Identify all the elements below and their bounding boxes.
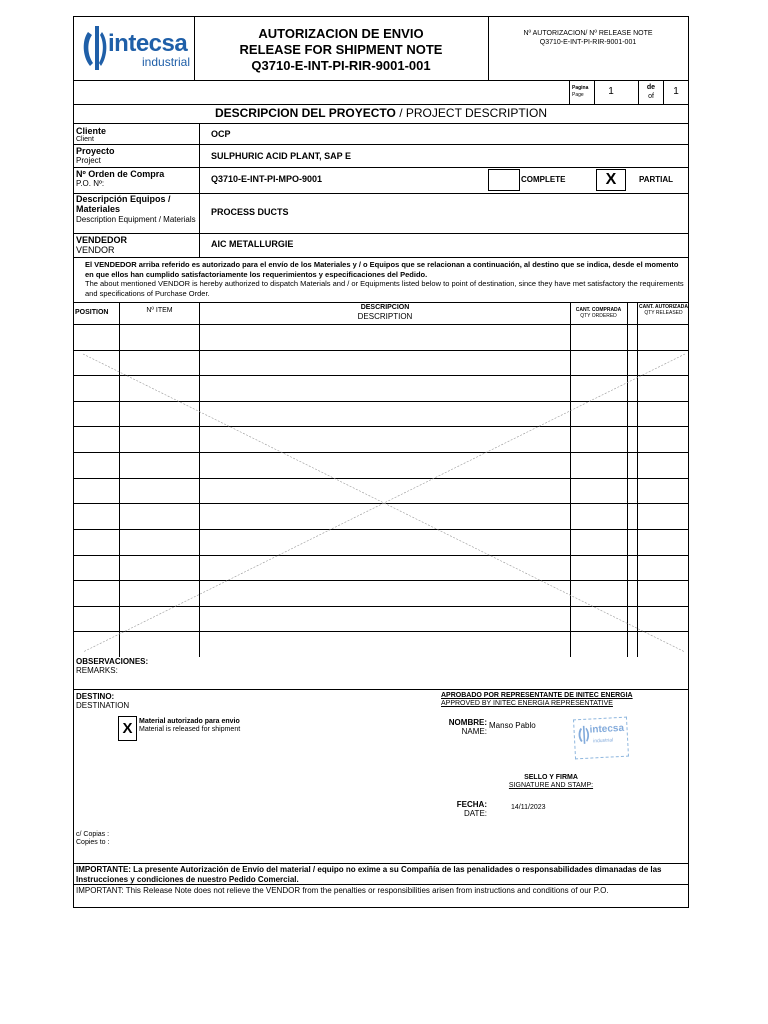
date-value: 14/11/2023 bbox=[511, 804, 546, 811]
vendor-value: AIC METALLURGIE bbox=[211, 239, 294, 249]
col-qty-released: CANT. AUTORIZADA QTY RELEASED bbox=[639, 304, 688, 316]
complete-label: COMPLETE bbox=[521, 175, 566, 184]
cancel-cross-lines bbox=[73, 302, 689, 657]
partial-checkbox[interactable] bbox=[596, 169, 626, 191]
items-table bbox=[73, 302, 689, 657]
name-value: Manso Pablo bbox=[489, 721, 536, 730]
release-number-block bbox=[490, 29, 686, 47]
stamp-text: intecsa bbox=[589, 722, 625, 736]
logo-subtext: industrial bbox=[142, 55, 191, 69]
title-line-en: RELEASE FOR SHIPMENT NOTE bbox=[239, 42, 443, 57]
signature-label: SELLO Y FIRMA SIGNATURE AND STAMP: bbox=[508, 774, 594, 790]
client-label: Cliente Client bbox=[76, 126, 107, 144]
page-number: 1 bbox=[608, 86, 614, 97]
logo-text: intecsa bbox=[108, 30, 188, 57]
date-label: FECHA: DATE: bbox=[456, 800, 487, 819]
released-check-mark: X bbox=[122, 720, 133, 737]
project-label: Proyecto Project bbox=[76, 146, 115, 166]
equipment-value: PROCESS DUCTS bbox=[211, 207, 289, 217]
title-doc-number: Q3710-E-INT-PI-RIR-9001-001 bbox=[251, 58, 431, 73]
stamp-logo-icon bbox=[577, 725, 590, 746]
stamp-subtext: industrial bbox=[593, 737, 614, 745]
project-value: SULPHURIC ACID PLANT, SAP E bbox=[211, 151, 352, 161]
project-heading: DESCRIPCION DEL PROYECTO / PROJECT DESCRIPTION bbox=[214, 106, 548, 120]
page-label: Pagina Page bbox=[572, 85, 589, 98]
title-line-es: AUTORIZACION DE ENVIO bbox=[258, 26, 424, 41]
col-item: Nº ITEM bbox=[146, 307, 173, 314]
complete-checkbox[interactable] bbox=[488, 169, 520, 191]
col-description: DESCRIPCION DESCRIPTION bbox=[357, 304, 413, 322]
copies-label: c/ Copias : Copies to : bbox=[76, 831, 110, 847]
important-note-en: IMPORTANT: This Release Note does not relieve the VENDOR from the penalties or responsibilities arisen from instructions and conditions of our P.O. bbox=[76, 886, 609, 895]
destination-label: DESTINO: DESTINATION bbox=[76, 692, 130, 711]
equipment-label: Descripción Equipos / Materiales Description Equipment / Materials bbox=[76, 194, 196, 224]
col-position: POSITION bbox=[75, 309, 109, 316]
released-label: Material autorizado para envio Material is released for shipment bbox=[139, 718, 241, 734]
release-label: Nº AUTORIZACION/ Nº RELEASE NOTE bbox=[523, 30, 653, 37]
release-number: Q3710-E-INT-PI-RIR-9001-001 bbox=[539, 39, 637, 46]
vendor-label: VENDEDOR VENDOR bbox=[76, 235, 128, 256]
authorization-text: El VENDEDOR arriba referido es autorizado para el envío de los Materiales y / o Equipos que se relacionan a continuación, al destino que se indica, desde el momento en que ellos han cumplido satisfactoriamente los requerimientos y especificaciones del Pedido. The about mentioned VENDOR is hereby authorized to dispatch Materials and / or Equipments listed below to point of destination, since they have met satisfactory the requirements and specifications of Purchase Order. bbox=[85, 260, 684, 298]
document-title bbox=[196, 26, 486, 74]
important-note-es: IMPORTANTE: La presente Autorización de Envío del material / equipo no exime a su Compañía de las penalidades o responsabilidades dimanadas de las Instrucciones y condiciones de nuestro Pedido Comercial. bbox=[76, 865, 662, 884]
of-label: de of bbox=[646, 84, 656, 100]
po-label: Nº Orden de Compra P.O. Nº: bbox=[76, 169, 165, 189]
released-checkbox[interactable] bbox=[118, 716, 137, 741]
client-value: OCP bbox=[211, 129, 231, 139]
col-qty-ordered: CANT. COMPRADA QTY ORDERED bbox=[575, 307, 622, 319]
approval-label: APROBADO POR REPRESENTANTE DE INITEC ENERGIA APPROVED BY INITEC ENERGIA REPRESENTATIVE bbox=[441, 692, 633, 708]
name-label: NOMBRE: NAME: bbox=[448, 718, 487, 737]
company-logo bbox=[82, 22, 192, 74]
page-total: 1 bbox=[673, 86, 679, 97]
partial-label: PARTIAL bbox=[639, 175, 674, 184]
remarks-label: OBSERVACIONES: REMARKS: bbox=[76, 657, 149, 676]
company-stamp bbox=[573, 717, 629, 760]
po-value: Q3710-E-INT-PI-MPO-9001 bbox=[211, 174, 323, 184]
partial-check-mark: X bbox=[605, 171, 617, 188]
